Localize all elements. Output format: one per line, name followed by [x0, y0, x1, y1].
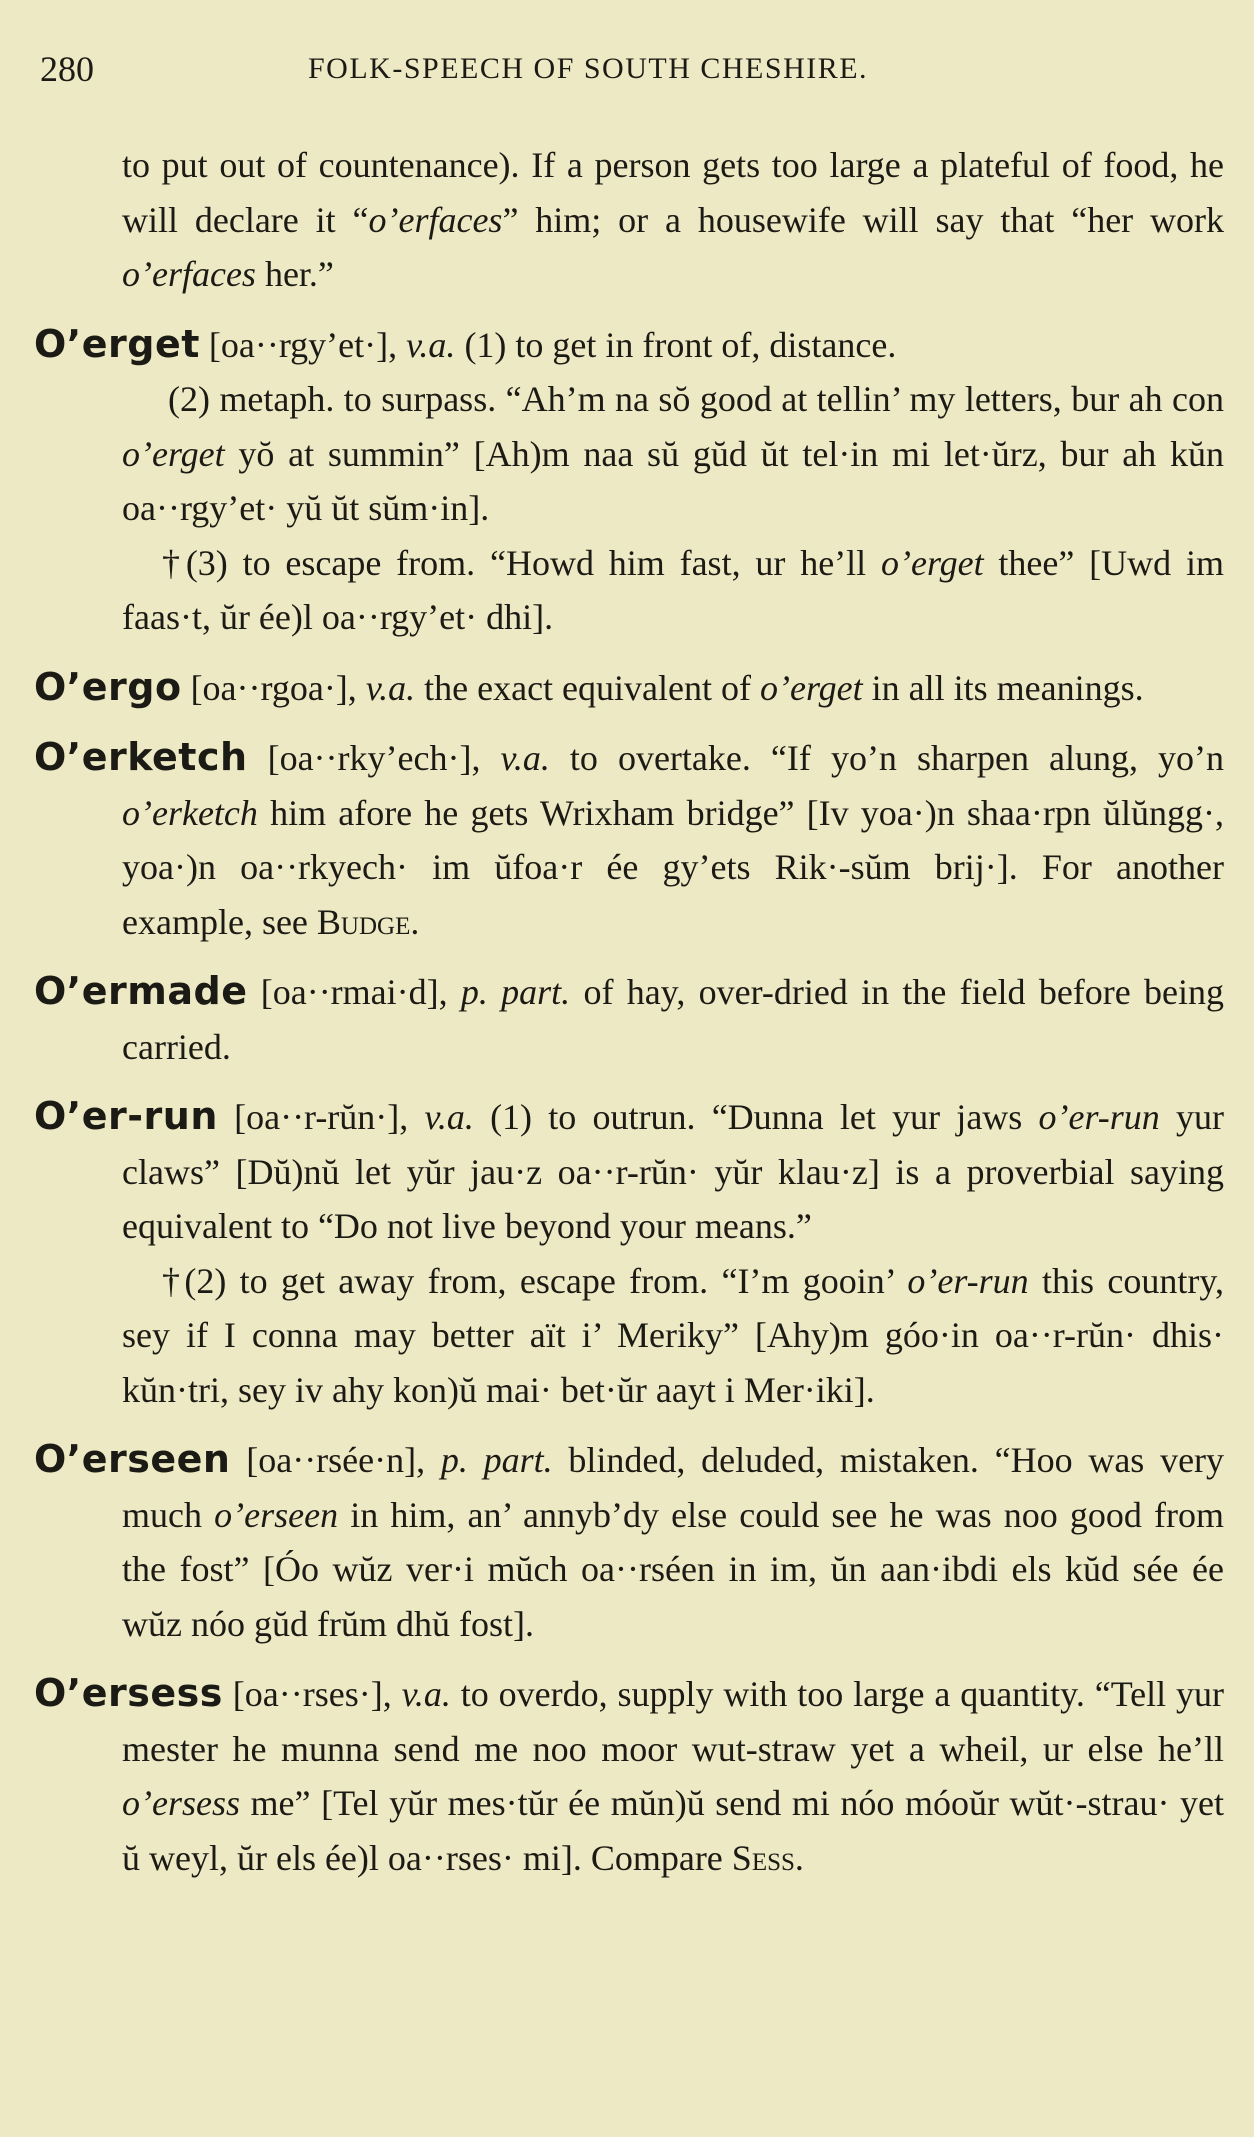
italic-run: o’erfaces	[368, 199, 503, 240]
text-run: to put out of countenance). If a person gets too large a plateful of food, he will declare it “	[122, 145, 1224, 240]
pronunciation: [oa··rmai·d],	[260, 972, 448, 1012]
text-run: this country, sey if I conna may better aït i’ Meriky” [Ahy)m góo·in oa··r-rŭn· dhis· kŭn·tri, sey iv ahy kon)ŭ mai· bet·ŭr aayt i Mer·iki].	[122, 1260, 1224, 1410]
text-run: (2) metaph. to surpass. “Ah’m na sŏ good at tellin’ my letters, bur ah con	[168, 379, 1224, 419]
part-of-speech: v.a.	[406, 324, 456, 365]
italic-run: o’erfaces	[122, 254, 256, 294]
italic-run: o’er-run	[1038, 1097, 1160, 1137]
part-of-speech: p. part.	[460, 972, 571, 1012]
definition: (1) to get in front of, distance.	[464, 324, 897, 365]
headword: O’ermade	[34, 969, 248, 1013]
definition: of hay, over-dried in the field before being carried.	[122, 972, 1224, 1067]
page-number: 280	[40, 49, 94, 89]
running-title: FOLK-SPEECH OF SOUTH CHESHIRE.	[308, 52, 869, 85]
cross-reference: Budge	[316, 901, 411, 942]
pronunciation: [oa··rgy’et·],	[208, 324, 398, 365]
text-run: to overdo, supply with too large a quantity. “Tell yur mester he munna send me noo moor wut-straw yet a wheil, ur else he’ll	[122, 1674, 1225, 1769]
headword: O’erketch	[34, 735, 248, 779]
sense-2	[34, 372, 1224, 536]
text-run: me” [Tel yŭr mes·tŭr ée mŭn)ŭ send mi nóo móoŭr wŭt·-strau· yet ŭ weyl, ŭr els ée)l oa··rses· mi]. Compare	[122, 1783, 1224, 1878]
headword: O’ersess	[34, 1671, 223, 1715]
italic-run: o’erget	[759, 667, 863, 708]
italic-run: o’erketch	[122, 792, 258, 833]
text-run: †(3) to escape from. “Howd him fast, ur he’ll	[162, 542, 881, 583]
entry-oerketch	[34, 730, 1224, 949]
text-run: the exact equivalent of	[424, 667, 760, 708]
text-run: †(2) to get away from, escape from. “I’m gooin’	[162, 1260, 908, 1301]
italic-run: o’er-run	[907, 1260, 1029, 1301]
pronunciation: [oa··rky’ech·],	[267, 738, 481, 778]
headword: O’ergo	[34, 664, 182, 709]
dictionary-text	[34, 138, 1224, 1900]
text-run: .	[410, 901, 420, 942]
entry-oermade	[34, 964, 1224, 1074]
pronunciation: [oa··rgoa·],	[190, 667, 357, 708]
sense-2	[34, 1254, 1224, 1418]
entry-oergo	[34, 660, 1224, 716]
continuation-paragraph	[34, 138, 1224, 302]
text-run: thee” [Uwd im faas·t, ŭr ée)l oa··rgy’et· dhi].	[122, 542, 1224, 637]
text-run: .	[794, 1837, 804, 1878]
pronunciation: [oa··rses·],	[232, 1674, 392, 1714]
running-head	[40, 48, 1214, 94]
part-of-speech: v.a.	[424, 1097, 474, 1137]
italic-run: o’erget	[880, 542, 984, 583]
italic-run: o’erseen	[214, 1494, 339, 1535]
entry-oerseen	[34, 1432, 1224, 1651]
text-run: him afore he gets Wrixham bridge” [Iv yoa·)n shaa·rpn ŭlŭngg·, yoa·)n oa··rkyech· im ŭfoa·r ée gy’ets Rik·-sŭm brij·]. For another example, see	[122, 792, 1224, 942]
pronunciation: [oa··rsée·n],	[246, 1440, 426, 1480]
italic-run: o’ersess	[122, 1783, 240, 1823]
text-run: in him, an’ annyb’dy else could see he was noo good from the fost” [Óo wŭz ver·i mŭch oa··rséen in im, ŭn aan·ibdi els kŭd sée ée wŭz nóo gŭd frŭm dhŭ fost].	[122, 1494, 1224, 1644]
part-of-speech: v.a.	[500, 738, 550, 778]
headword: O’er-run	[34, 1094, 218, 1138]
headword: O’erget	[34, 321, 200, 366]
cross-reference: Sess	[731, 1837, 795, 1878]
sense-3	[34, 536, 1224, 645]
italic-run: o’erget	[122, 433, 225, 474]
part-of-speech: v.a.	[401, 1674, 451, 1714]
part-of-speech: v.a.	[365, 667, 416, 708]
text-run: in all its meanings.	[862, 667, 1144, 708]
text-run: yur claws” [Dŭ)nŭ let yŭr jau·z oa··r-rŭn· yŭr klau·z] is a proverbial saying equivalent to “Do not live beyond your means.”	[122, 1097, 1225, 1246]
headword: O’erseen	[34, 1437, 231, 1481]
text-run: yŏ at summin” [Ah)m naa sŭ gŭd ŭt tel·in mi let·ŭrz, bur ah kŭn oa··rgy’et· yŭ ŭt sŭm·in].	[122, 433, 1224, 528]
entry-line	[34, 317, 1224, 373]
text-run: to overtake. “If yo’n sharpen alung, yo’n	[569, 738, 1225, 778]
pronunciation: [oa··r-rŭn·],	[234, 1097, 409, 1137]
entry-oersess	[34, 1666, 1224, 1885]
text-run: (1) to outrun. “Dunna let yur jaws	[490, 1097, 1039, 1137]
text-run: her.”	[255, 254, 334, 294]
text-run: ” him; or a housewife will say that “her work	[502, 199, 1225, 240]
entry-line	[34, 1089, 1224, 1254]
entry-oerrun	[34, 1089, 1224, 1417]
part-of-speech: p. part.	[440, 1440, 553, 1480]
entry-oerget	[34, 317, 1224, 645]
text-run: blinded, deluded, mistaken. “Hoo was very much	[122, 1440, 1225, 1535]
